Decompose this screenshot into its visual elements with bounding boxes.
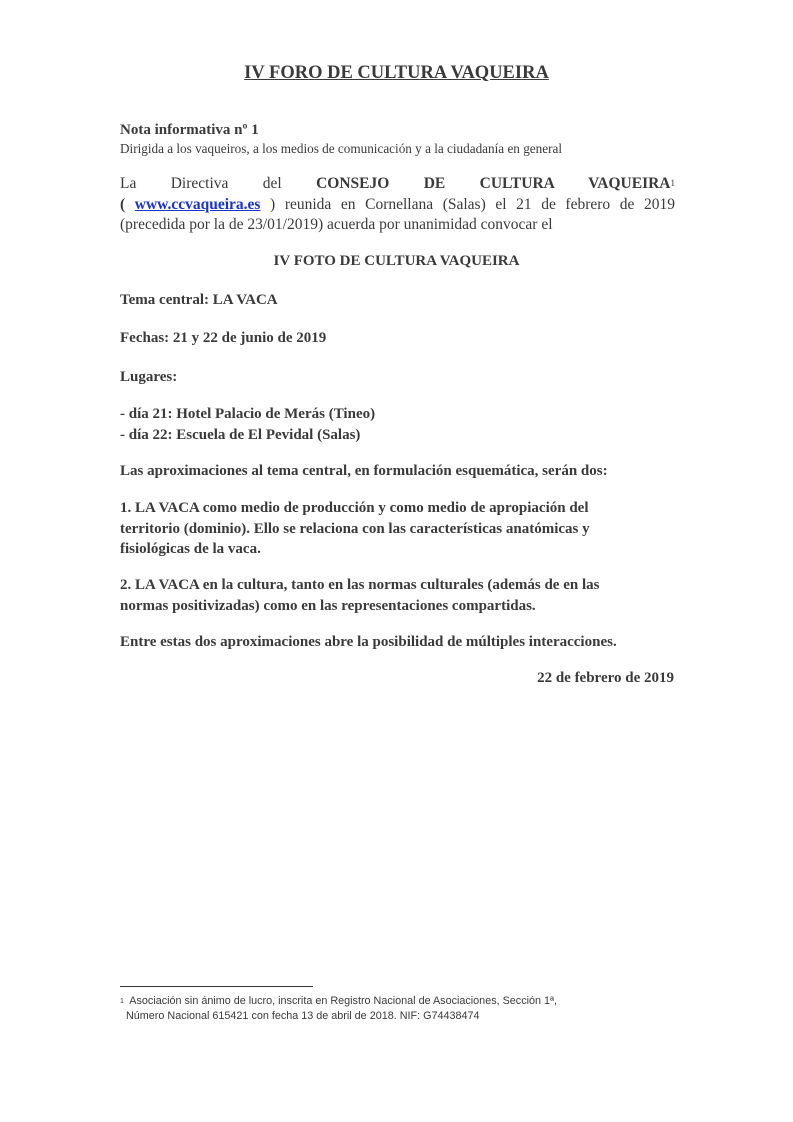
intro-line-1 xyxy=(120,174,675,195)
interacciones: Entre estas dos aproximaciones abre la posibilidad de múltiples interacciones. xyxy=(120,634,617,650)
nota-subtitle: Dirigida a los vaqueiros, a los medios de comunicación y a la ciudadanía en general xyxy=(120,141,562,156)
footnote-line-1 xyxy=(120,994,557,1009)
point-2 xyxy=(120,575,599,616)
point-1-line: 1. LA VACA como medio de producción y como medio de apropiación del xyxy=(120,500,589,516)
website-link[interactable]: www.ccvaqueira.es xyxy=(134,195,261,213)
nota-title: Nota informativa nº 1 xyxy=(120,122,259,138)
footnote-ref[interactable]: 1 xyxy=(670,178,675,188)
intro-prefix: La Directiva del xyxy=(120,175,317,192)
point-2-line: 2. LA VACA en la cultura, tanto en las normas culturales (además de en las xyxy=(120,577,600,593)
document-date: 22 de febrero de 2019 xyxy=(537,670,674,686)
footnote xyxy=(120,994,557,1024)
open-paren: ( xyxy=(120,195,135,213)
tema-central: Tema central: LA VACA xyxy=(120,292,278,308)
footnote-line-2: Número Nacional 615421 con fecha 13 de abril de 2018. NIF: G74438474 xyxy=(126,1010,480,1022)
fechas: Fechas: 21 y 22 de junio de 2019 xyxy=(120,330,327,346)
intro-line-2 xyxy=(120,195,675,216)
intro-line2-rest: ) reunida en Cornellana (Salas) el 21 de febrero de 2019 xyxy=(260,195,675,213)
lugar-item: - día 22: Escuela de El Pevidal (Salas) xyxy=(120,426,361,443)
point-1 xyxy=(120,498,590,560)
footnote-text-1: Asociación sin ánimo de lucro, inscrita en Registro Nacional de Asociaciones, Sección 1ª, xyxy=(123,995,558,1007)
point-2-line: normas positivizadas) como en las representaciones compartidas. xyxy=(120,597,536,614)
lugar-item: - día 21: Hotel Palacio de Merás (Tineo) xyxy=(120,406,376,422)
footnote-divider xyxy=(120,986,313,987)
lugares-list xyxy=(120,404,375,445)
intro-paragraph xyxy=(120,174,675,236)
point-1-line: fisiológicas de la vaca. xyxy=(120,541,261,557)
intro-line-3: (precedida por la de 23/01/2019) acuerda por unanimidad convocar el xyxy=(120,216,553,233)
footnote-mark: 1 xyxy=(120,998,124,1005)
section-heading: IV FOTO DE CULTURA VAQUEIRA xyxy=(273,253,520,269)
aproximaciones-intro: Las aproximaciones al tema central, en formulación esquemática, serán dos: xyxy=(120,463,608,479)
point-1-line: territorio (dominio). Ello se relaciona con las características anatómicas y xyxy=(120,520,590,537)
lugares-label: Lugares: xyxy=(120,369,178,385)
document-title: IV FORO DE CULTURA VAQUEIRA xyxy=(244,63,549,83)
organization-name: CONSEJO DE CULTURA VAQUEIRA xyxy=(316,175,671,192)
